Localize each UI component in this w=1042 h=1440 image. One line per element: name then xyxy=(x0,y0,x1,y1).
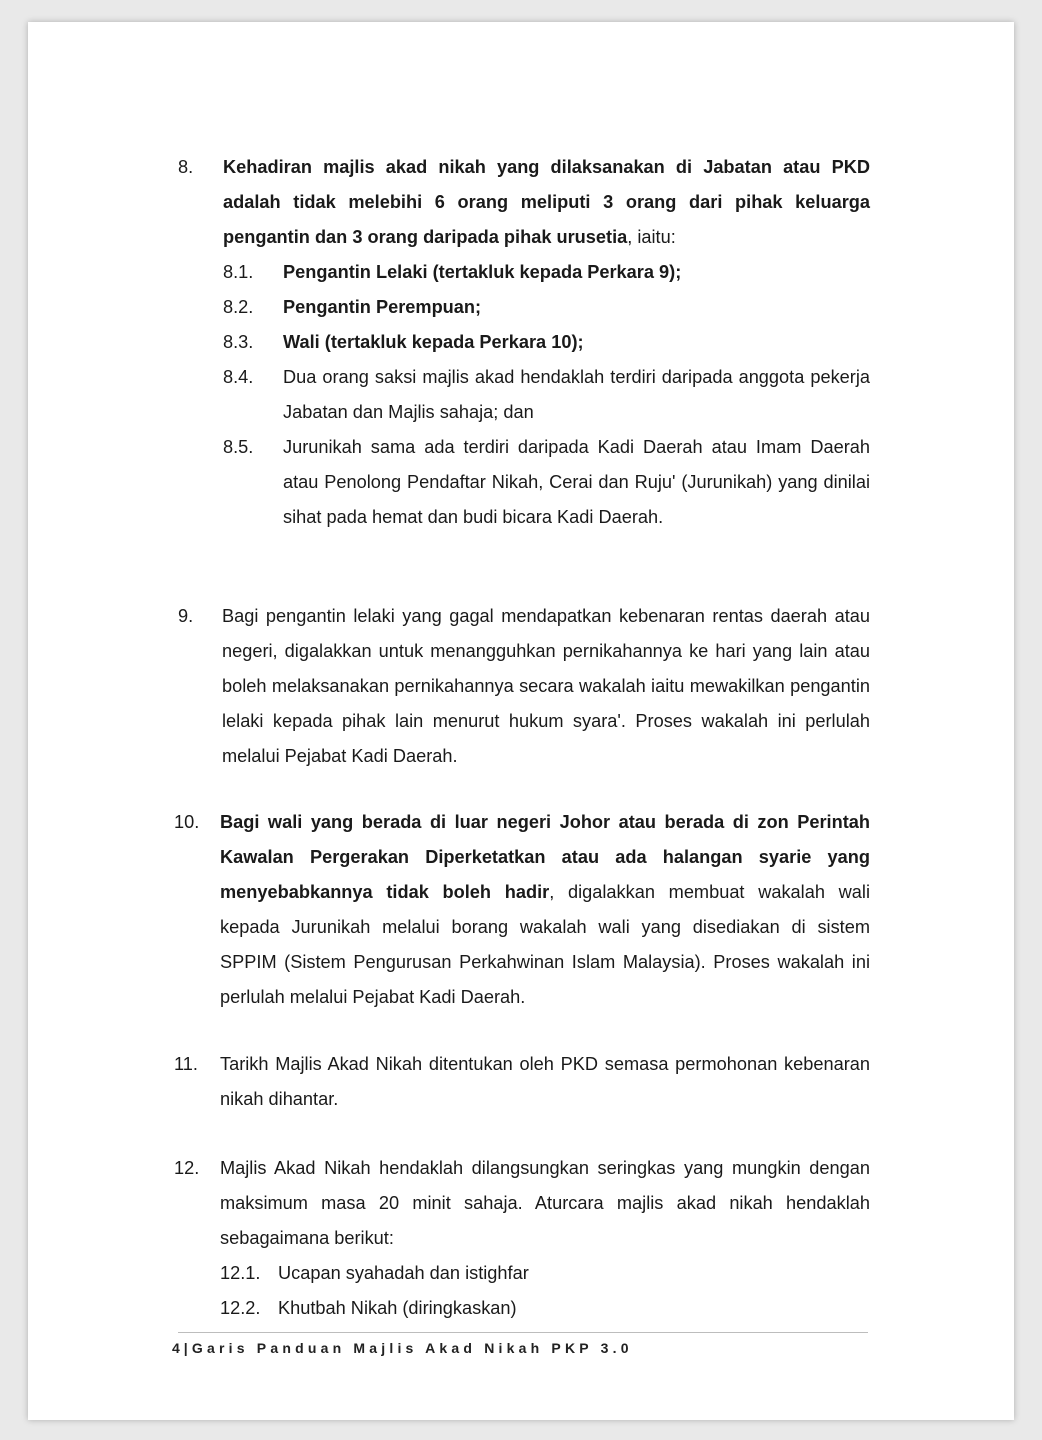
clause-number: 8. xyxy=(178,157,194,177)
clause-text: Tarikh Majlis Akad Nikah ditentukan oleh PKD semasa permohonan kebenaran nikah dihantar. xyxy=(220,1054,870,1109)
clause-text: Bagi pengantin lelaki yang gagal mendapatkan kebenaran rentas daerah atau negeri, digalakkan untuk menangguhkan pernikahannya ke hari yang lain atau boleh melaksanakan pernikahannya secara wakalah iaitu mewakilkan pengantin lelaki kepada pihak lain menurut hukum syara'. Proses wakalah ini perlulah melalui Pejabat Kadi Daerah. xyxy=(222,606,870,766)
footer-separator: | xyxy=(183,1340,192,1356)
clause-number: 12. xyxy=(174,1158,200,1178)
page-footer xyxy=(172,1340,633,1356)
subclause-8-4: 8.4. Dua orang saksi majlis akad hendaklah terdiri daripada anggota pekerja Jabatan dan Majlis sahaja; dan xyxy=(223,367,870,422)
footer-divider xyxy=(178,1332,868,1333)
clause-text: Bagi wali yang berada di luar negeri Johor atau berada di zon Perintah Kawalan Pergerakan Diperketatkan atau ada halangan syarie yang menyebabkannya tidak boleh hadir, digalakkan membuat wakalah wali kepada Jurunikah melalui borang wakalah wali yang disediakan di sistem SPPIM (Sistem Pengurusan Perkahwinan Islam Malaysia). Proses wakalah ini perlulah melalui Pejabat Kadi Daerah. xyxy=(220,812,870,1007)
subclause-12-1: 12.1. Ucapan syahadah dan istighfar xyxy=(220,1263,529,1283)
clause-number: 11. xyxy=(174,1054,198,1074)
subclause-8-1: 8.1. Pengantin Lelaki (tertakluk kepada Perkara 9); xyxy=(223,262,682,282)
page-number: 4 xyxy=(172,1340,180,1356)
subclause-8-5: 8.5. Jurunikah sama ada terdiri daripada Kadi Daerah atau Imam Daerah atau Penolong Pendaftar Nikah, Cerai dan Ruju' (Jurunikah) yang dinilai sihat pada hemat dan budi bicara Kadi Daerah. xyxy=(223,437,870,527)
clause-text: Majlis Akad Nikah hendaklah dilangsungkan seringkas yang mungkin dengan maksimum masa 20 minit sahaja. Aturcara majlis akad nikah hendaklah sebagaimana berikut: xyxy=(220,1158,870,1248)
subclause-8-2: 8.2. Pengantin Perempuan; xyxy=(223,297,482,317)
footer-title: Garis Panduan Majlis Akad Nikah PKP 3.0 xyxy=(191,1340,633,1356)
clause-text: Kehadiran majlis akad nikah yang dilaksanakan di Jabatan atau PKD adalah tidak melebihi 6 orang meliputi 3 orang dari pihak keluarga pengantin dan 3 orang daripada pihak urusetia, iaitu: xyxy=(223,157,870,247)
document-page xyxy=(28,22,1014,1420)
subclause-8-3: 8.3. Wali (tertakluk kepada Perkara 10); xyxy=(223,332,584,352)
clause-number: 9. xyxy=(178,606,194,626)
subclause-12-2: 12.2. Khutbah Nikah (diringkaskan) xyxy=(220,1298,517,1318)
clause-number: 10. xyxy=(174,812,200,832)
